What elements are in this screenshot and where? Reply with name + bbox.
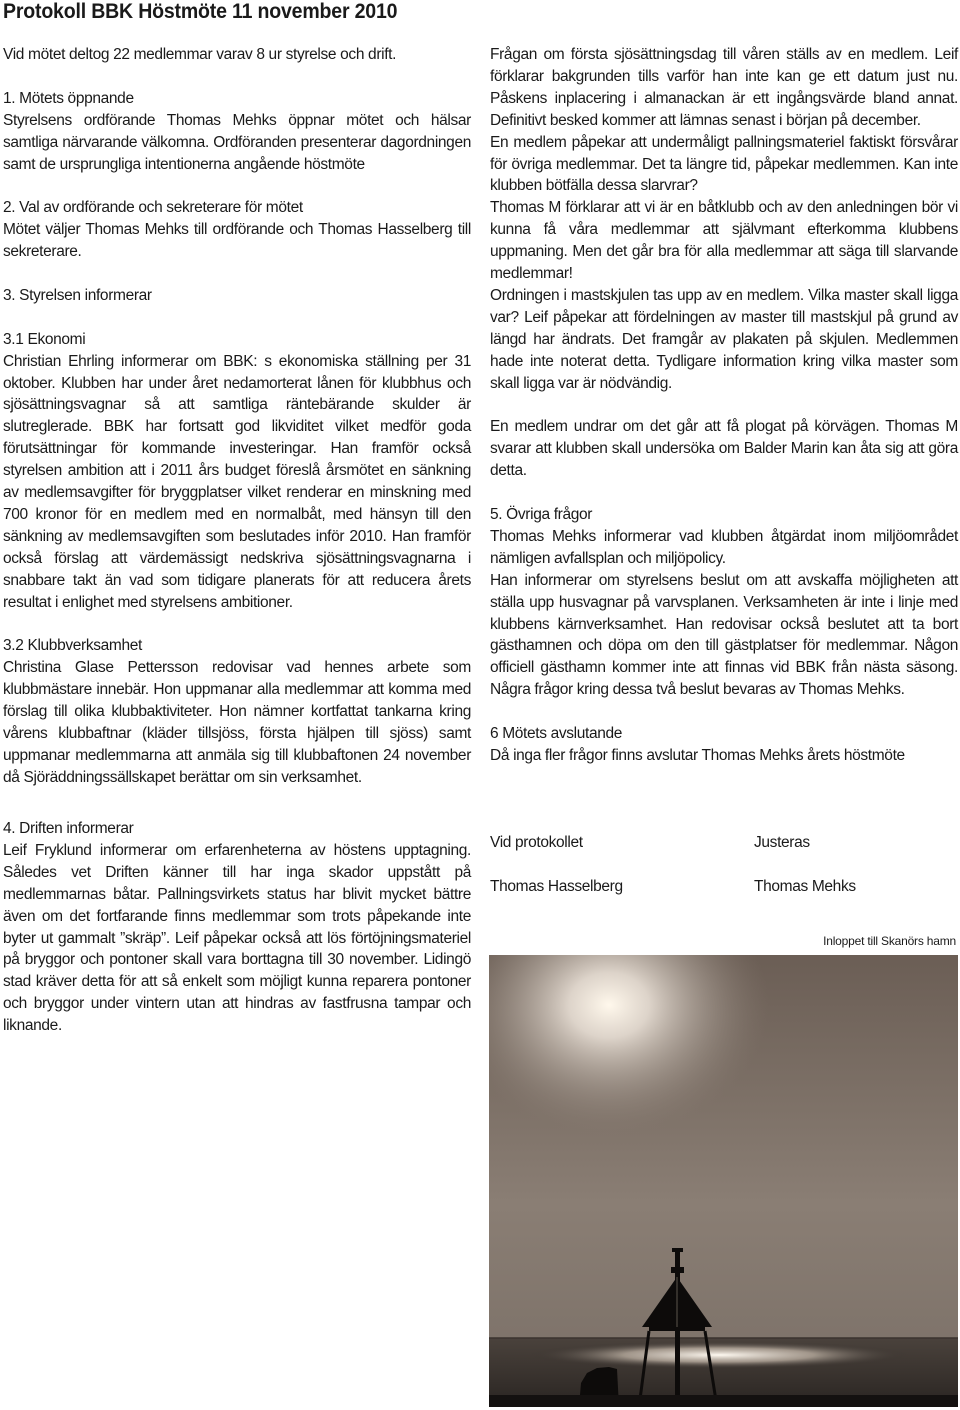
page-title: Protokoll BBK Höstmöte 11 november 2010	[3, 0, 398, 23]
section-3-1-body: Christian Ehrling informerar om BBK: s ekonomiska ställning per 31 oktober. Klubben har under året nedamorterat lånen för klubbhus och sjösättningsvagnar så att samtliga räntebärande skulder är slutreglerade. BBK har fortsatt god likviditet vilket medför goda förutsättningar för kommande investeringar. Han framför också styrelsen ambition att i 2011 års budget föreslå årsmötet en sänkning av medlemsavgifter för bryggplatser vilket renderar en minskning med 700 kronor för en medlem med en normalbåt, med hänsyn till den sänkning av medlemsavgiften som beslutades inför 2010. Han framför också förslag att värdemässigt nedskriva sjösättningsvagnarna i snabbare takt än vad som tidigare planerats för att reducera årets resultat i enlighet med styrelsens ambitioner.	[3, 352, 471, 611]
section-2-heading: 2. Val av ordförande och sekreterare för mötet	[3, 199, 303, 217]
section-6-body: Då inga fler frågor finns avslutar Thomas Mehks årets höstmöte	[490, 746, 905, 764]
left-column	[3, 44, 471, 789]
right-paragraph-3: Thomas M förklarar att vi är en båtklubb och av den anledningen bör vi kunna få våra medlemmar att självmant efterkomma klubbens uppmaning. Men det går bra för alla medlemmar att säga till slarvande medlemmar!	[490, 199, 958, 283]
section-1-heading: 1. Mötets öppnande	[3, 89, 134, 107]
section-5-heading: 5. Övriga frågor	[490, 506, 593, 523]
signature-name-right: Thomas Mehks	[754, 878, 856, 895]
left-column-lower	[3, 818, 471, 1037]
right-paragraph-1: Frågan om första sjösättningsdag till våren ställs av en medlem. Leif förklarar bakgrunden tills varför han inte kan ge ett datum just nu. Påskens inplacering i almanackan är ett ingångsvärde bland annat. Definitivt besked kommer att lämnas senast i början på december.	[490, 46, 958, 129]
section-1-body: Styrelsens ordförande Thomas Mehks öppnar mötet och hälsar samtliga närvarande välkomna. Ordföranden presenterar dagordningen samt de ursprungliga intentionerna angående höstmöte	[3, 111, 471, 173]
right-column	[490, 44, 958, 767]
right-paragraph-4: Ordningen i mastskjulen tas upp av en medlem. Vilka master skall ligga var? Leif påpekar att fördelningen av master till mastskjul på grund av längd har ändrats. Det framgår av plakaten på skjulen. Medlemmen hade inte noterat detta. Tydligare information kring vilka master som skall ligga var är nödvändig.	[490, 286, 958, 392]
pier-silhouette	[489, 1395, 958, 1407]
section-4-heading: 4. Driften informerar	[3, 820, 134, 837]
signature-label-right: Justeras	[754, 834, 810, 851]
section-5-paragraph-2: Han informerar om styrelsens beslut om att avskaffa möjligheten att ställa upp husvagnar på varvsplanen. Verksamheten är inte i linje med klubbens kärnverksamhet. Han redovisar också beslutet att ta bort gästhamnen och döpa om den till gästplatser för medlemmar. Någon officiell gästhamn kommer inte att finnas vid BBK från nästa säsong. Några frågor kring dessa två beslut bevaras av Thomas Mehks.	[490, 571, 958, 699]
harbor-photo	[489, 955, 958, 1407]
section-3-heading: 3. Styrelsen informerar	[3, 286, 152, 304]
section-2-body: Mötet väljer Thomas Mehks till ordförande och Thomas Hasselberg till sekreterare.	[3, 221, 471, 261]
right-paragraph-5: En medlem undrar om det går att få plogat på körvägen. Thomas M svarar att klubben skall undersöka om Balder Marin kan åta sig att göra detta.	[490, 418, 958, 480]
section-3-1-heading: 3.1 Ekonomi	[3, 330, 86, 348]
section-4-body: Leif Fryklund informerar om erfarenheterna av höstens upptagning. Således vet Driften känner till har inga skador uppstått på medlemmarnas båtar. Pallningsvirkets status har blivit mycket bättre även om det fortfarande finns medlemmar som trots påpekande inte byter ut gammalt ”skräp”. Leif påpekar också att lös förtöjningsmateriel på bryggor och pontoner skall vara borttagna till 30 november. Lidingö stad kräver detta för att så enkelt som möjligt kunna reparera pontoner och bryggor under vintern utan att hindras av fastfrusna tampar och liknande.	[3, 841, 471, 1035]
photo-caption: Inloppet till Skanörs hamn	[823, 934, 956, 948]
right-paragraph-2: En medlem påpekar att undermåligt pallningsmateriel faktiskt försvårar för övriga medlemmar. Det ta längre tid, påpekar medlemmen. Kan inte klubben bötfälla dessa slarvrar?	[490, 133, 958, 195]
section-3-2-body: Christina Glase Pettersson redovisar vad hennes arbete som klubbmästare innebär. Hon uppmanar alla medlemmar att komma med förslag till olika klubbaktiviteter. Hon nämner kortfattat tankarna kring vårens klubbaftnar (kläder tillsjöss, första hjälpen till sjöss) samt uppmanar medlemmarna att anmäla sig till klubbaftonen 24 november då Sjöräddningssällskapet berättar om sin verksamhet.	[3, 659, 471, 786]
signature-label-left: Vid protokollet	[490, 834, 583, 851]
signature-name-left: Thomas Hasselberg	[490, 878, 623, 895]
section-6-heading: 6 Mötets avslutande	[490, 725, 623, 743]
section-5-paragraph-1: Thomas Mehks informerar vad klubben åtgärdat inom miljöområdet nämligen avfallsplan och miljöpolicy.	[490, 527, 958, 567]
intro-text: Vid mötet deltog 22 medlemmar varav 8 ur styrelse och drift.	[3, 46, 397, 63]
sun-reflection	[529, 1341, 909, 1369]
section-3-2-heading: 3.2 Klubbverksamhet	[3, 637, 142, 655]
